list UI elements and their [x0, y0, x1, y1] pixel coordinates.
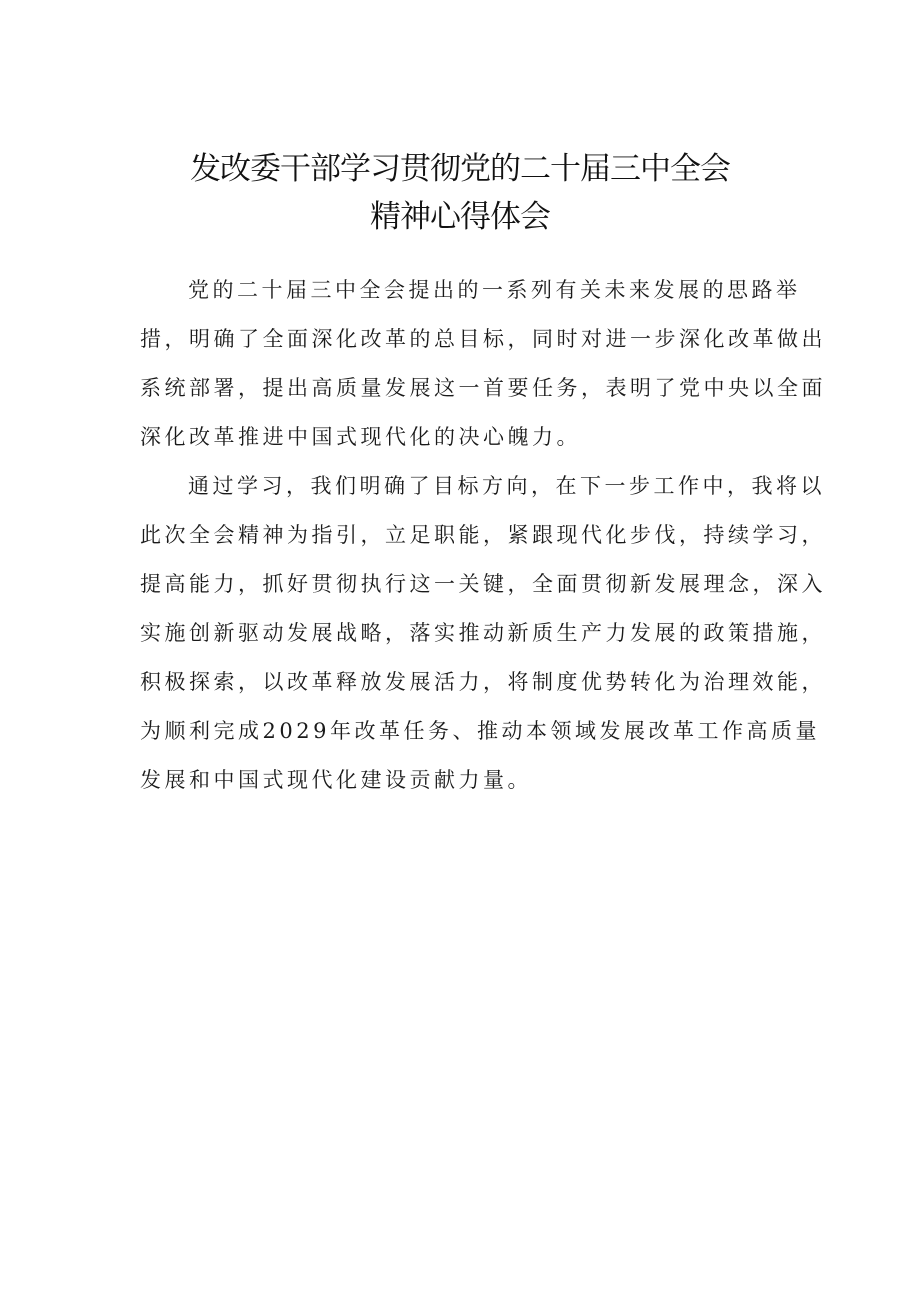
paragraph-line: 深化改革推进中国式现代化的决心魄力。: [140, 425, 581, 449]
paragraph-line: 实施创新驱动发展战略，落实推动新质生产力发展的政策措施，: [140, 621, 826, 645]
paragraph-2: [140, 462, 826, 805]
document-title: [0, 145, 920, 241]
title-line-1: 发改委干部学习贯彻党的二十届三中全会: [190, 151, 730, 187]
paragraph-line: 为顺利完成2029年改革任务、推动本领域发展改革工作高质量: [140, 719, 820, 743]
paragraph-line: 党的二十届三中全会提出的一系列有关未来发展的思路举: [188, 278, 801, 302]
title-line-2: 精神心得体会: [370, 199, 550, 235]
document-body: [140, 266, 826, 805]
paragraph-1: [140, 266, 826, 462]
paragraph-line: 系统部署，提出高质量发展这一首要任务，表明了党中央以全面: [140, 376, 826, 400]
paragraph-line: 此次全会精神为指引，立足职能，紧跟现代化步伐，持续学习，: [140, 523, 826, 547]
paragraph-line: 措，明确了全面深化改革的总目标，同时对进一步深化改革做出: [140, 327, 826, 351]
paragraph-line: 提高能力，抓好贯彻执行这一关键，全面贯彻新发展理念，深入: [140, 572, 826, 596]
paragraph-line: 发展和中国式现代化建设贡献力量。: [140, 768, 532, 792]
paragraph-line: 积极探索，以改革释放发展活力，将制度优势转化为治理效能，: [140, 670, 826, 694]
paragraph-line: 通过学习，我们明确了目标方向，在下一步工作中，我将以: [188, 474, 825, 498]
